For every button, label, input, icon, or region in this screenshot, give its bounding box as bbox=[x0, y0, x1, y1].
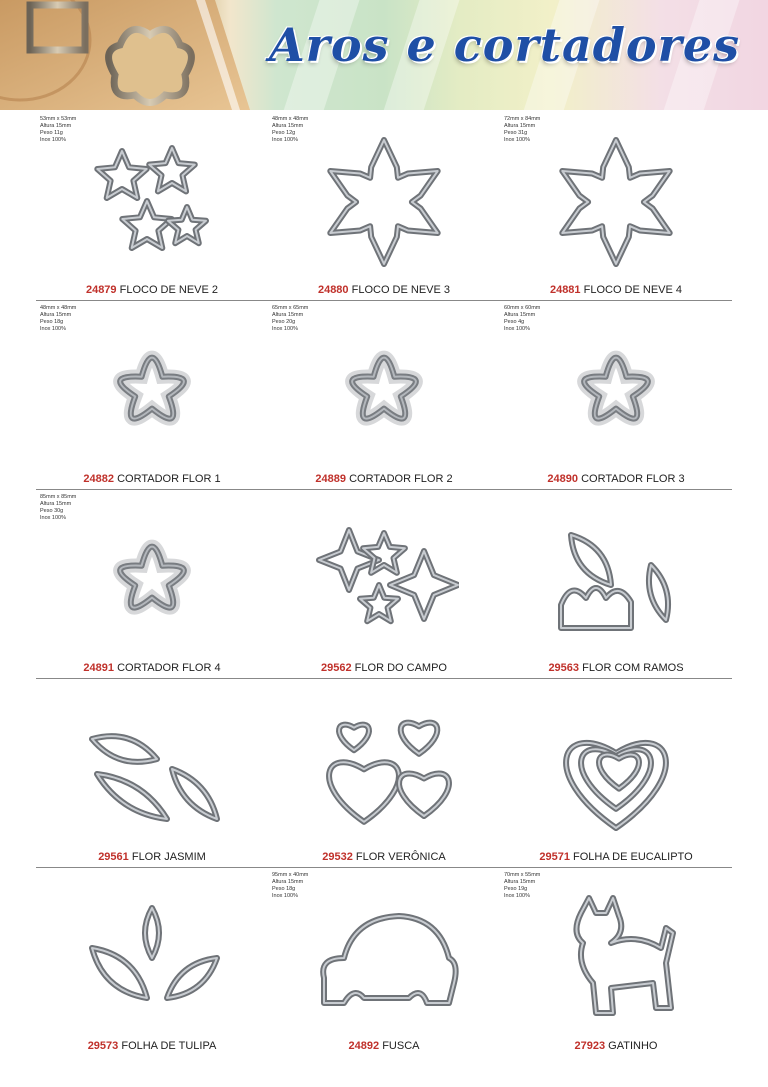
spec-line: Altura 15mm bbox=[40, 123, 72, 129]
product-label bbox=[268, 284, 500, 296]
product-specs bbox=[504, 116, 540, 144]
product-label bbox=[36, 473, 268, 485]
product-name: FUSCA bbox=[382, 1040, 420, 1052]
hearts-cutter-icon bbox=[309, 699, 459, 837]
flower-cutter-icon bbox=[541, 321, 691, 459]
product-name: CORTADOR FLOR 3 bbox=[581, 473, 685, 485]
spec-line: Peso 11g bbox=[40, 130, 63, 136]
spec-line: Inox 100% bbox=[272, 893, 298, 899]
spec-line: Peso 18g bbox=[40, 319, 64, 325]
product-code: 24889 bbox=[315, 473, 347, 485]
product-code: 29561 bbox=[98, 851, 129, 863]
product-label bbox=[268, 473, 500, 485]
product-label bbox=[268, 662, 500, 674]
spec-line: 85mm x 85mm bbox=[40, 494, 77, 500]
product-name: FLOR VERÔNICA bbox=[355, 851, 446, 863]
spec-line: 65mm x 65mm bbox=[272, 305, 309, 311]
product-name: FLOCO DE NEVE 3 bbox=[351, 284, 451, 296]
page-title: Aros e cortadores bbox=[268, 18, 740, 72]
spec-line: Inox 100% bbox=[272, 137, 298, 143]
spec-line: Altura 15mm bbox=[272, 123, 304, 129]
product-label bbox=[36, 851, 268, 863]
product-name: CORTADOR FLOR 4 bbox=[117, 662, 221, 674]
product-label bbox=[500, 1040, 732, 1052]
spec-line: Peso 12g bbox=[272, 130, 296, 136]
product-name: CORTADOR FLOR 1 bbox=[117, 473, 221, 485]
spec-line: Inox 100% bbox=[40, 137, 66, 143]
cat-cutter-icon bbox=[541, 888, 691, 1026]
product-code: 24881 bbox=[549, 284, 581, 296]
spec-line: 70mm x 55mm bbox=[504, 872, 541, 878]
product-card bbox=[36, 679, 268, 867]
product-code: 24880 bbox=[317, 284, 349, 296]
spec-line: Altura 15mm bbox=[40, 501, 72, 507]
product-code: 29573 bbox=[87, 1040, 119, 1052]
product-row bbox=[36, 301, 732, 490]
spec-line: Inox 100% bbox=[272, 326, 298, 332]
leaves-branch-cutter-icon bbox=[541, 510, 691, 648]
spec-line: Peso 18g bbox=[272, 886, 296, 892]
product-name: GATINHO bbox=[608, 1040, 658, 1052]
product-code: 24892 bbox=[348, 1040, 380, 1052]
product-name: FOLHA DE EUCALIPTO bbox=[573, 851, 693, 863]
product-label bbox=[36, 284, 268, 296]
spec-line: Inox 100% bbox=[504, 326, 530, 332]
spec-line: Peso 30g bbox=[40, 508, 64, 514]
spec-line: 48mm x 48mm bbox=[40, 305, 77, 311]
snowflake-cluster-cutter-icon bbox=[77, 132, 227, 270]
product-grid bbox=[36, 112, 732, 1056]
product-row bbox=[36, 490, 732, 679]
spec-line: 48mm x 48mm bbox=[272, 116, 309, 122]
spec-line: Peso 4g bbox=[504, 319, 525, 325]
product-card bbox=[36, 112, 268, 300]
product-name: FLOR JASMIM bbox=[131, 851, 206, 863]
product-card bbox=[268, 679, 500, 867]
header-banner bbox=[0, 0, 768, 110]
product-card bbox=[500, 112, 732, 300]
spec-line: Peso 20g bbox=[272, 319, 296, 325]
product-code: 29532 bbox=[322, 851, 353, 863]
product-specs bbox=[40, 116, 76, 144]
product-label bbox=[500, 851, 732, 863]
spec-line: Altura 15mm bbox=[504, 312, 536, 318]
product-specs bbox=[40, 494, 76, 522]
product-code: 24879 bbox=[85, 284, 117, 296]
product-card bbox=[268, 490, 500, 678]
product-label bbox=[36, 662, 268, 674]
flower-cutter-icon bbox=[77, 510, 227, 648]
spec-line: 53mm x 53mm bbox=[40, 116, 77, 122]
car-cutter-icon bbox=[309, 888, 459, 1026]
product-card bbox=[500, 301, 732, 489]
product-specs bbox=[272, 305, 308, 333]
product-name: FLOR COM RAMOS bbox=[582, 662, 684, 674]
spec-line: 72mm x 84mm bbox=[504, 116, 541, 122]
product-specs bbox=[272, 116, 308, 144]
product-row bbox=[36, 868, 732, 1056]
product-card bbox=[268, 301, 500, 489]
product-name: FLOCO DE NEVE 4 bbox=[583, 284, 683, 296]
spec-line: Altura 15mm bbox=[504, 879, 536, 885]
spec-line: Peso 31g bbox=[504, 130, 528, 136]
cutters-photo bbox=[0, 0, 250, 110]
leaves-cutter-icon bbox=[77, 699, 227, 837]
snowflake-cutter-icon bbox=[541, 132, 691, 270]
spec-line: Inox 100% bbox=[504, 137, 530, 143]
spec-line: Altura 15mm bbox=[504, 123, 536, 129]
product-label bbox=[500, 662, 732, 674]
product-code: 29571 bbox=[539, 851, 570, 863]
spec-line: Peso 19g bbox=[504, 886, 528, 892]
snowflake-cutter-icon bbox=[309, 132, 459, 270]
spec-line: Altura 15mm bbox=[40, 312, 72, 318]
product-card bbox=[36, 868, 268, 1056]
product-card bbox=[36, 490, 268, 678]
product-card bbox=[500, 679, 732, 867]
nested-hearts-cutter-icon bbox=[541, 699, 691, 837]
product-row bbox=[36, 112, 732, 301]
product-label bbox=[36, 1040, 268, 1052]
product-specs bbox=[272, 872, 308, 900]
spec-line: Inox 100% bbox=[40, 515, 66, 521]
product-name: CORTADOR FLOR 2 bbox=[349, 473, 453, 485]
product-name: FLOR DO CAMPO bbox=[354, 662, 447, 674]
product-label bbox=[268, 1040, 500, 1052]
product-card bbox=[268, 868, 500, 1056]
product-name: FOLHA DE TULIPA bbox=[121, 1040, 217, 1052]
product-specs bbox=[504, 305, 540, 333]
product-label bbox=[268, 851, 500, 863]
spec-line: 60mm x 60mm bbox=[504, 305, 541, 311]
product-code: 29562 bbox=[321, 662, 352, 674]
product-name: FLOCO DE NEVE 2 bbox=[119, 284, 219, 296]
product-code: 29563 bbox=[548, 662, 580, 674]
stars-cutter-icon bbox=[309, 510, 459, 648]
product-code: 24891 bbox=[83, 662, 115, 674]
tulip-leaves-cutter-icon bbox=[77, 888, 227, 1026]
product-specs bbox=[40, 305, 76, 333]
product-card bbox=[500, 868, 732, 1056]
product-code: 24882 bbox=[83, 473, 115, 485]
flower-cutter-icon bbox=[309, 321, 459, 459]
product-card bbox=[500, 490, 732, 678]
spec-line: Altura 15mm bbox=[272, 312, 304, 318]
product-label bbox=[500, 284, 732, 296]
spec-line: Inox 100% bbox=[40, 326, 66, 332]
spec-line: 95mm x 40mm bbox=[272, 872, 309, 878]
product-card bbox=[36, 301, 268, 489]
spec-line: Inox 100% bbox=[504, 893, 530, 899]
flower-cutter-icon bbox=[77, 321, 227, 459]
product-card bbox=[268, 112, 500, 300]
product-row bbox=[36, 679, 732, 868]
product-label bbox=[500, 473, 732, 485]
spec-line: Altura 15mm bbox=[272, 879, 304, 885]
product-code: 27923 bbox=[574, 1040, 606, 1052]
product-specs bbox=[504, 872, 540, 900]
product-code: 24890 bbox=[547, 473, 579, 485]
